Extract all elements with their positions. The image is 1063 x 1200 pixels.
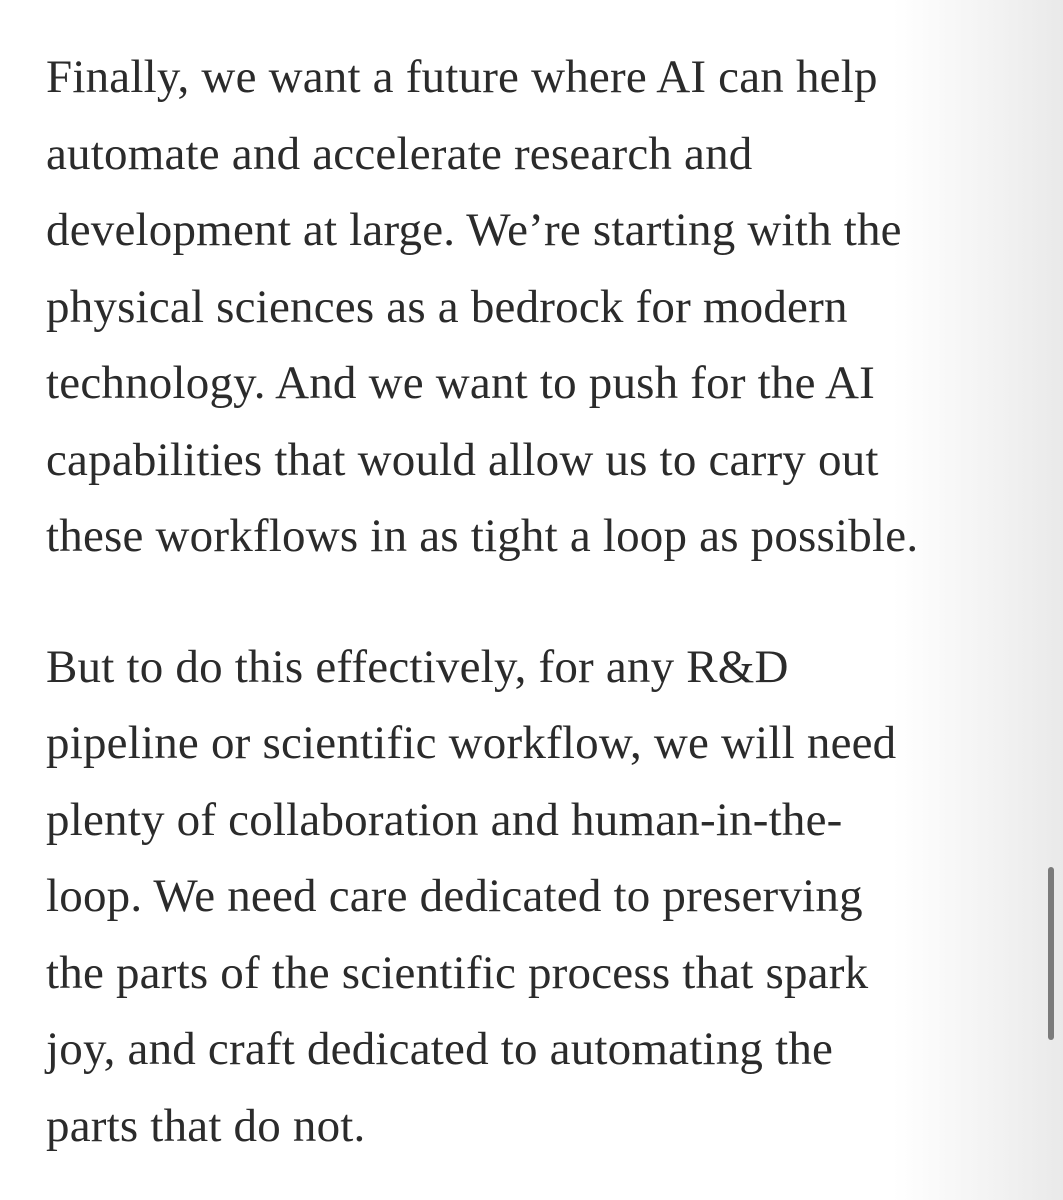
paragraph-1: [46, 39, 1046, 575]
text-line: these workflows in as tight a loop as possible.: [46, 510, 919, 562]
text-line: pipeline or scientific workflow, we will need: [46, 717, 897, 769]
scrollbar-thumb[interactable]: [1048, 867, 1054, 1040]
text-line: automate and accelerate research and: [46, 127, 753, 180]
text-line: capabilities that would allow us to carry out: [46, 433, 879, 486]
text-line: joy, and craft dedicated to automating the: [46, 1023, 834, 1075]
text-line: parts that do not.: [46, 1099, 366, 1152]
text-line: Finally, we want a future where AI can help: [46, 51, 878, 103]
text-line: loop. We need care dedicated to preserving: [46, 870, 863, 922]
text-line: physical sciences as a bedrock for modern: [46, 280, 848, 333]
vertical-scrollbar[interactable]: [1048, 867, 1054, 1040]
paragraph-2: [46, 629, 1046, 1165]
text-line: But to do this effectively, for any R&D: [46, 640, 789, 693]
text-line: plenty of collaboration and human-in-the-: [46, 793, 843, 846]
text-line: development at large. We’re starting with the: [46, 204, 902, 256]
text-line: the parts of the scientific process that spark: [46, 946, 869, 999]
text-line: technology. And we want to push for the AI: [46, 357, 876, 409]
article-text: [46, 39, 1046, 1164]
